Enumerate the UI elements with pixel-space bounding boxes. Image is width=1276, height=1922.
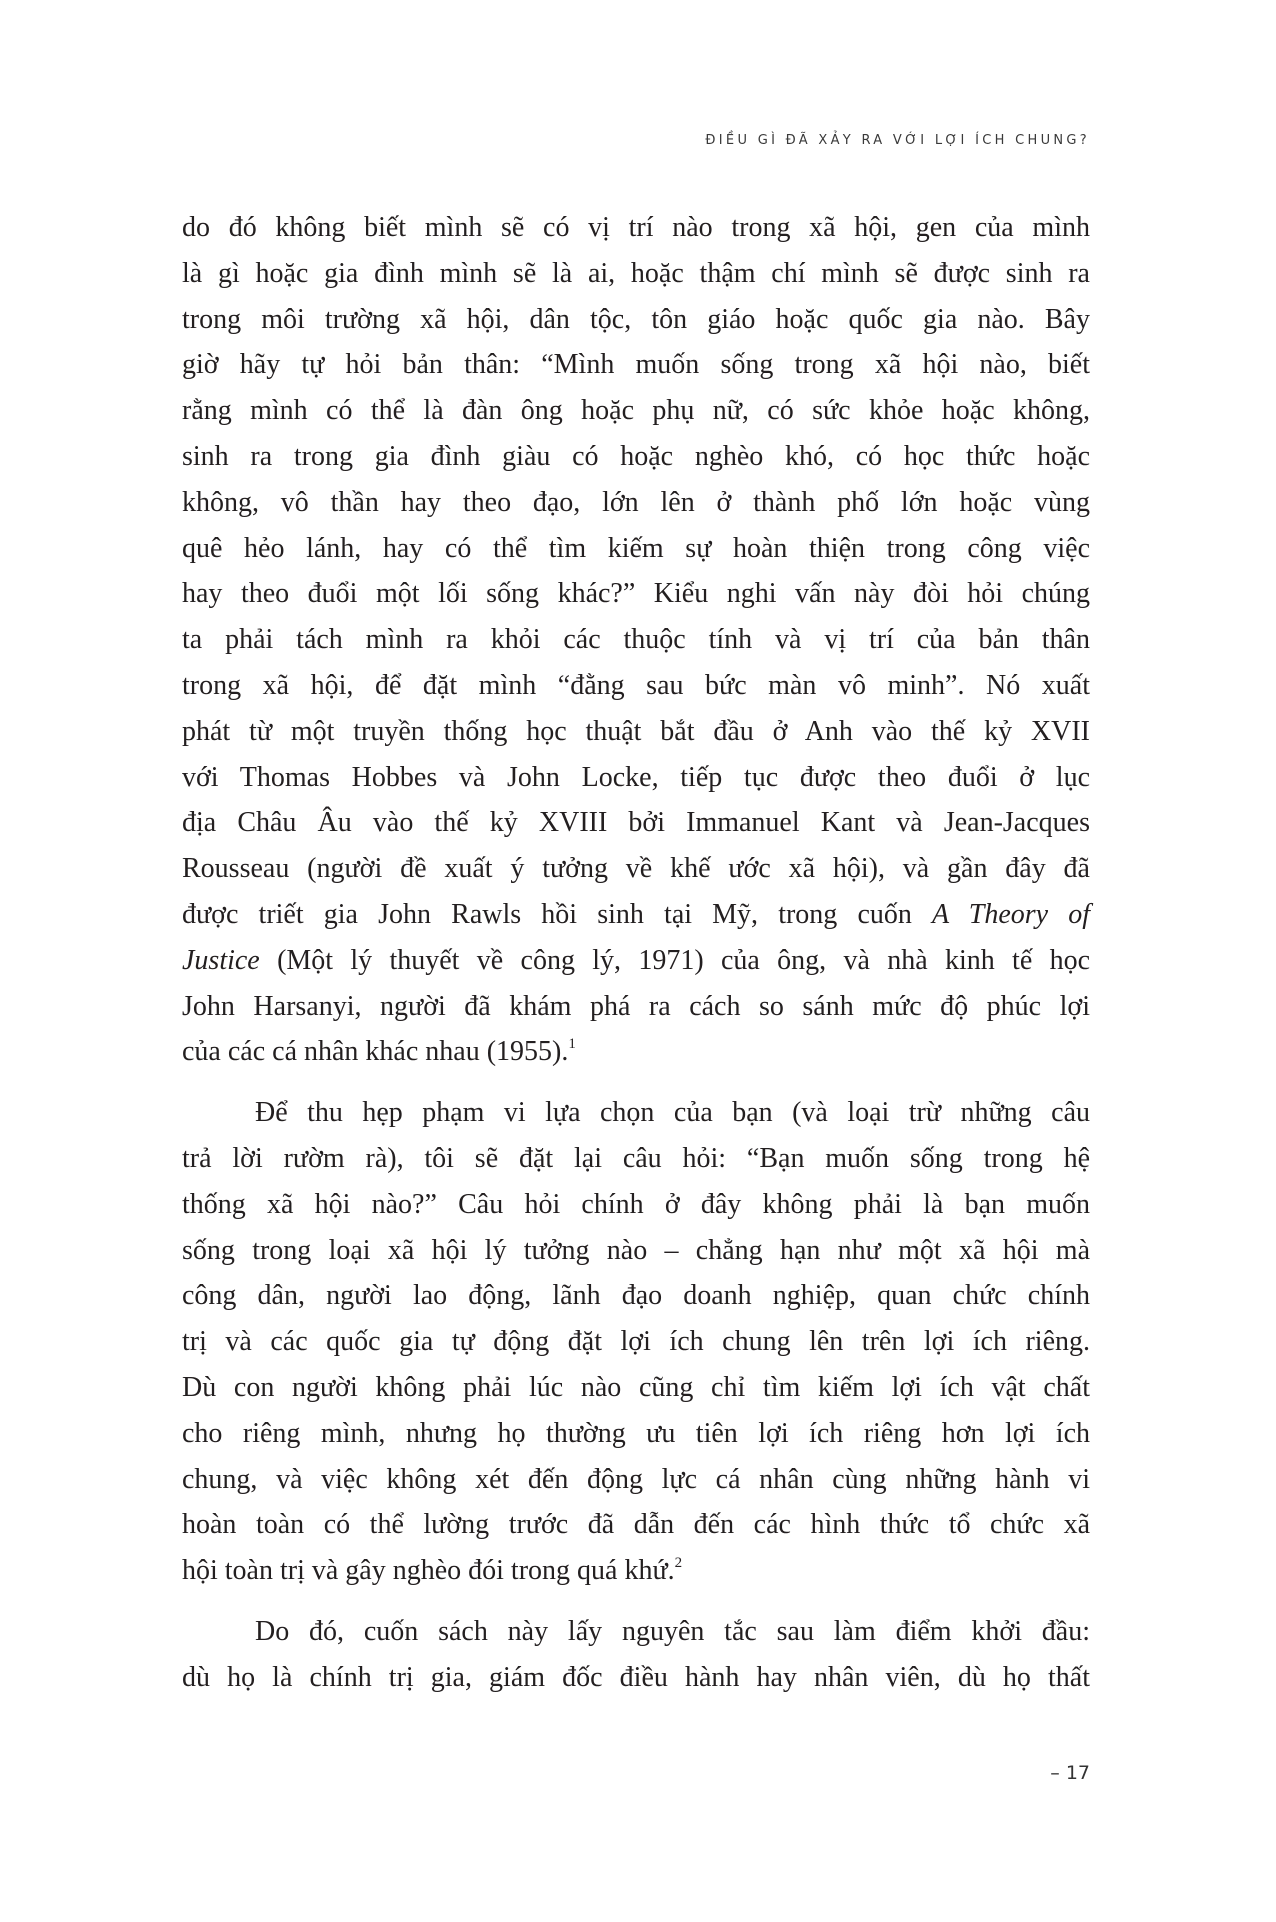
text-line: không, vô thần hay theo đạo, lớn lên ở thành phố lớn hoặc vùng [182,486,1090,518]
text-segment: (Một lý thuyết về công lý, 1971) của ông, và nhà kinh tế học [259,944,1090,976]
text-line [182,892,1090,938]
text-line: thống xã hội nào?” Câu hỏi chính ở đây không phải là bạn muốn [182,1188,1090,1220]
page-number: – 17 [1050,1762,1090,1784]
text-line [182,1029,1090,1075]
running-head-title: ĐIỀU GÌ ĐÃ XẢY RA VỚI LỢI ÍCH CHUNG? [705,133,1090,148]
text-line: Rousseau (người đề xuất ý tưởng về khế ước xã hội), và gần đây đã [182,853,1090,885]
text-line: trong xã hội, để đặt mình “đằng sau bức màn vô minh”. Nó xuất [182,669,1090,701]
text-line: quê hẻo lánh, hay có thể tìm kiếm sự hoàn thiện trong công việc [182,532,1090,564]
text-line [182,938,1090,984]
text-line: sinh ra trong gia đình giàu có hoặc nghèo khó, có học thức hoặc [182,440,1090,472]
text-line [182,1548,1090,1594]
text-segment: của các cá nhân khác nhau (1955). [182,1036,569,1068]
text-line: ta phải tách mình ra khỏi các thuộc tính và vị trí của bản thân [182,624,1090,656]
text-line: Do đó, cuốn sách này lấy nguyên tắc sau làm điểm khởi đầu: [255,1615,1090,1647]
text-line: là gì hoặc gia đình mình sẽ là ai, hoặc thậm chí mình sẽ được sinh ra [182,257,1090,289]
paragraph [182,205,1090,1075]
text-line: Dù con người không phải lúc nào cũng chỉ tìm kiếm lợi ích vật chất [182,1371,1090,1403]
text-line: trong môi trường xã hội, dân tộc, tôn giáo hoặc quốc gia nào. Bây [182,303,1090,335]
text-line: do đó không biết mình sẽ có vị trí nào trong xã hội, gen của mình [182,212,1090,243]
text-line: cho riêng mình, nhưng họ thường ưu tiên lợi ích riêng hơn lợi ích [182,1417,1090,1449]
text-line: với Thomas Hobbes và John Locke, tiếp tục được theo đuổi ở lục [182,761,1090,793]
text-line: giờ hãy tự hỏi bản thân: “Mình muốn sống trong xã hội nào, biết [182,349,1090,381]
italic-title: Justice [182,944,260,976]
text-line: hay theo đuổi một lối sống khác?” Kiểu nghi vấn này đòi hỏi chúng [182,578,1090,610]
body-text [182,205,1090,1716]
footnote-reference: 1 [568,1036,576,1053]
text-line: hoàn toàn có thể lường trước đã dẫn đến các hình thức tổ chức xã [182,1509,1090,1541]
paragraph [182,1609,1090,1701]
text-line: chung, và việc không xét đến động lực cá nhân cùng những hành vi [182,1463,1090,1495]
text-line: trị và các quốc gia tự động đặt lợi ích chung lên trên lợi ích riêng. [182,1326,1090,1358]
text-line: John Harsanyi, người đã khám phá ra cách so sánh mức độ phúc lợi [182,990,1090,1022]
paragraph [182,1090,1090,1594]
text-segment: hội toàn trị và gây nghèo đói trong quá khứ. [182,1555,675,1587]
text-line: công dân, người lao động, lãnh đạo doanh nghiệp, quan chức chính [182,1280,1090,1312]
text-line: sống trong loại xã hội lý tưởng nào – chẳng hạn như một xã hội mà [182,1234,1090,1266]
text-line: địa Châu Âu vào thế kỷ XVIII bởi Immanuel Kant và Jean-Jacques [182,807,1090,839]
text-line: dù họ là chính trị gia, giám đốc điều hành hay nhân viên, dù họ thất [182,1661,1090,1693]
text-line: rằng mình có thể là đàn ông hoặc phụ nữ, có sức khỏe hoặc không, [182,395,1090,427]
text-segment: được triết gia John Rawls hồi sinh tại Mỹ, trong cuốn [182,898,933,930]
text-line: phát từ một truyền thống học thuật bắt đầu ở Anh vào thế kỷ XVII [182,715,1090,747]
text-line: trả lời rườm rà), tôi sẽ đặt lại câu hỏi: “Bạn muốn sống trong hệ [182,1142,1090,1174]
text-line: Để thu hẹp phạm vi lựa chọn của bạn (và loại trừ những câu [255,1097,1090,1129]
italic-title: A Theory of [932,898,1090,930]
footnote-reference: 2 [674,1555,683,1572]
